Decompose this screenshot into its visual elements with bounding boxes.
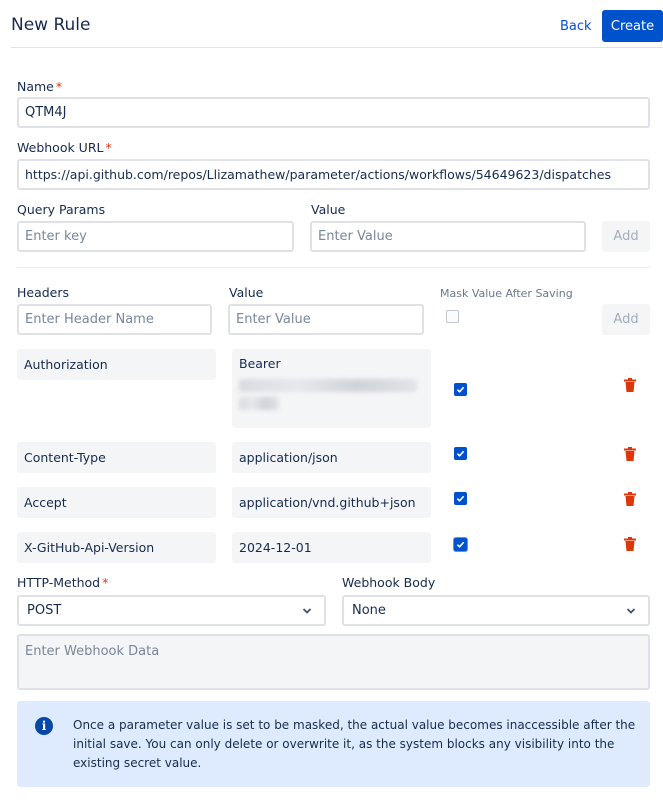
header-row-value: application/json (232, 442, 431, 473)
header-row-name: X-GitHub-Api-Version (17, 532, 216, 563)
query-params-label: Query Params (17, 202, 106, 217)
header-name-input[interactable]: Enter Header Name (17, 304, 212, 335)
name-label: Name * (17, 79, 63, 94)
header-divider (11, 47, 663, 48)
mask-value-checkbox[interactable] (446, 310, 459, 323)
header-row-value-text: Bearer (239, 356, 281, 371)
masked-value-blur (239, 397, 279, 410)
page-title: New Rule (11, 15, 91, 35)
mask-checkbox-checked[interactable] (454, 538, 467, 551)
header-value-label: Value (229, 285, 264, 300)
webhook-url-input[interactable]: https://api.github.com/repos/Llizamathew/parameter/actions/workflows/54649623/dispatches (17, 159, 650, 190)
create-button[interactable]: Create (602, 10, 663, 42)
webhook-body-value: None (352, 603, 386, 618)
webhook-body-label: Webhook Body (342, 575, 436, 590)
info-text: Once a parameter value is set to be masked, the actual value becomes inaccessible after the initial save. You can only delete or overwrite it, as the system blocks any visibility into the existing secret value. (73, 718, 636, 770)
header-row-name: Content-Type (17, 442, 216, 473)
header-add-button[interactable]: Add (602, 304, 650, 335)
query-value-input[interactable]: Enter Value (310, 221, 586, 252)
mask-checkbox-checked[interactable] (454, 383, 467, 396)
header-row-value: application/vnd.github+json (232, 487, 431, 518)
name-input[interactable]: QTM4J (17, 97, 650, 128)
delete-icon[interactable] (624, 378, 636, 392)
section-divider (17, 267, 650, 268)
webhook-data-textarea[interactable]: Enter Webhook Data (17, 634, 650, 690)
header-row-name: Accept (17, 487, 216, 518)
mask-checkbox-checked[interactable] (454, 447, 467, 460)
webhook-url-label: Webhook URL * (17, 140, 112, 155)
query-add-button[interactable]: Add (602, 221, 650, 252)
mask-checkbox-checked[interactable] (454, 492, 467, 505)
chevron-down-icon (302, 606, 312, 616)
http-method-value: POST (27, 603, 62, 618)
http-method-select[interactable] (17, 595, 326, 626)
query-key-input[interactable]: Enter key (17, 221, 294, 252)
header-value-input[interactable]: Enter Value (228, 304, 424, 335)
header-row-value: 2024-12-01 (232, 532, 431, 563)
query-value-label: Value (311, 202, 346, 217)
info-icon: i (35, 717, 53, 735)
chevron-down-icon (626, 606, 636, 616)
header-row-value (232, 349, 431, 428)
webhook-body-select[interactable] (342, 595, 650, 626)
delete-icon[interactable] (624, 447, 636, 461)
headers-label: Headers (17, 285, 70, 300)
back-button[interactable]: Back (560, 19, 592, 34)
http-method-label: HTTP-Method * (17, 575, 109, 590)
mask-value-label: Mask Value After Saving (440, 287, 573, 300)
header-row-name: Authorization (17, 349, 216, 380)
delete-icon[interactable] (624, 492, 636, 506)
info-panel (17, 701, 650, 787)
masked-value-blur (239, 379, 417, 392)
delete-icon[interactable] (624, 537, 636, 551)
